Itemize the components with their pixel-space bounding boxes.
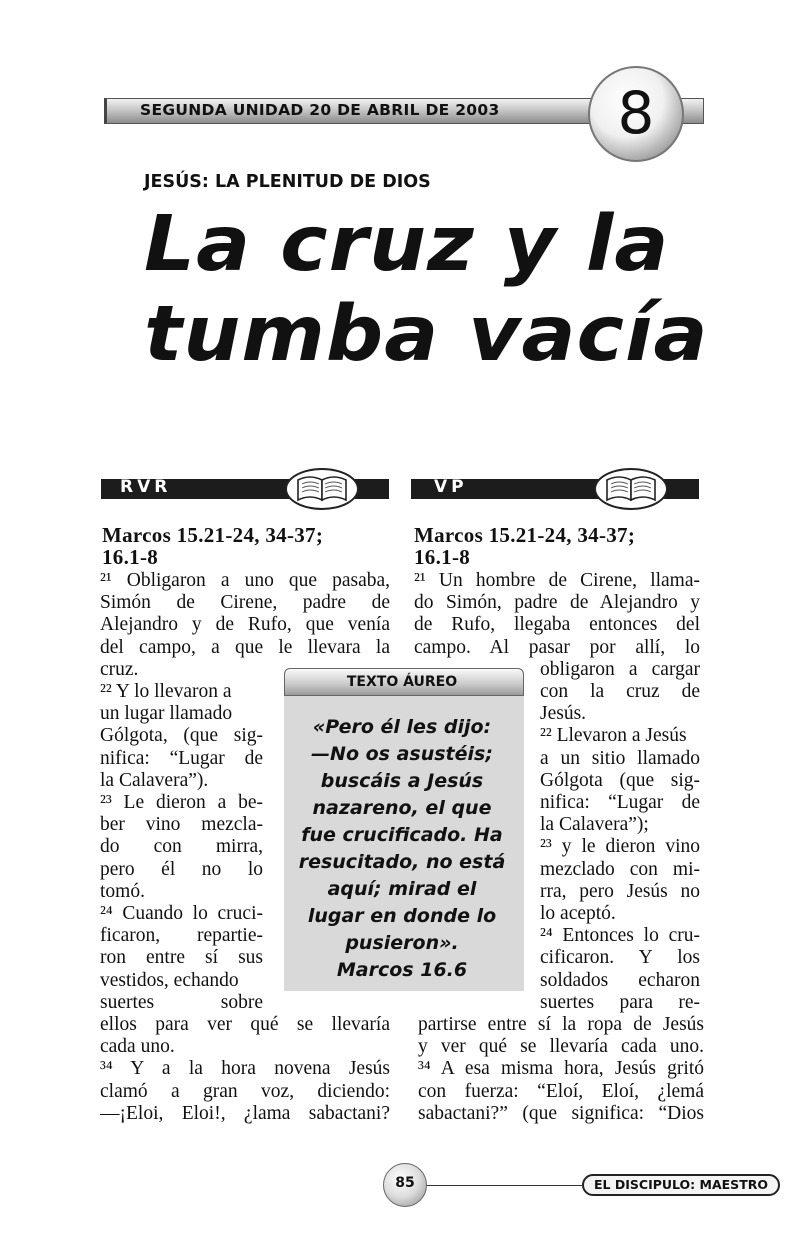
rvr-verse-line: ficaron, repartie- [100, 925, 263, 947]
lesson-title-line-1: La cruz y la [144, 200, 670, 289]
vp-verse-line: ²² Llevaron a Jesús [540, 725, 687, 747]
open-book-icon [603, 474, 659, 504]
rvr-reference-line-2: 16.1-8 [102, 545, 159, 569]
vp-verse-line: mezclado con mi- [540, 858, 700, 880]
rvr-verse-line: Simón de Cirene, padre de [100, 592, 390, 614]
golden-text-line: buscáis a Jesús [320, 770, 484, 792]
rvr-verse-line: ³⁴ Y a la hora novena Jesús [100, 1058, 390, 1080]
rvr-verse-line: suertes sobre [100, 991, 263, 1013]
rvr-verse-line: ellos para ver qué se llevaría [100, 1014, 390, 1035]
golden-text-line: resucitado, no está [298, 851, 506, 873]
vp-verse-line: a un sitio llamado [540, 747, 700, 769]
rvr-verse-line: tomó. [100, 880, 145, 902]
rvr-reference-line-1: Marcos 15.21-24, 34-37; [102, 523, 324, 547]
rvr-verse-line: ²⁴ Cuando lo cruci- [100, 903, 263, 924]
rvr-verse-line: ber vino mezcla- [100, 814, 263, 836]
vp-verse-line: con la cruz de [540, 681, 700, 702]
golden-text-label: TEXTO ÁUREO [346, 674, 458, 690]
rvr-verse-line: del campo, a que le llevara la [100, 636, 390, 658]
vp-verse-line: do Simón, padre de Alejandro y [414, 592, 700, 614]
vp-verse-line: ²¹ Un hombre de Cirene, llama- [414, 570, 700, 591]
footer-rule [420, 1185, 582, 1186]
vp-verse-line: obligaron a cargar [540, 658, 700, 680]
rvr-verse-line: do con mirra, [100, 836, 263, 858]
unit-date-label: SEGUNDA UNIDAD 20 DE ABRIL DE 2003 [140, 101, 500, 119]
vp-verse-line: soldados echaron [540, 969, 700, 991]
golden-text-line: aquí; mirad el [327, 878, 477, 900]
vp-verse-line: ²³ y le dieron vino [540, 836, 700, 858]
rvr-verse-line: Alejandro y de Rufo, que venía [100, 614, 390, 636]
rvr-verse-line: clamó a gran voz, diciendo: [100, 1080, 390, 1102]
vp-verse-line: lo aceptó. [540, 903, 616, 924]
rvr-version-label: RVR [120, 477, 172, 497]
vp-verse-line: cificaron. Y los [540, 947, 700, 969]
vp-book-badge [594, 468, 668, 510]
rvr-verse-line: —¡Eloi, Eloi!, ¿lama sabactani? [100, 1102, 390, 1124]
golden-text-line: —No os asustéis; [311, 743, 493, 765]
vp-version-label: VP [434, 477, 468, 497]
lesson-number: 8 [617, 79, 655, 147]
rvr-book-badge [285, 468, 359, 510]
vp-verse-line: partirse entre sí la ropa de Jesús [418, 1014, 704, 1035]
rvr-verse-line: ²³ Le dieron a be- [100, 792, 263, 813]
rvr-verse-line: ron entre sí sus [100, 947, 263, 969]
publication-name: EL DISCIPULO: MAESTRO [594, 1177, 768, 1192]
open-book-icon [294, 474, 350, 504]
golden-text-line: fue crucificado. Ha [301, 824, 503, 846]
vp-verse-line: Jesús. [540, 703, 587, 725]
rvr-verse-line: cada uno. [100, 1036, 175, 1058]
rvr-verse-line: la Calavera”). [100, 769, 209, 791]
golden-text-line: nazareno, el que [312, 797, 492, 819]
page-number: 85 [395, 1175, 415, 1191]
rvr-verse-line: vestidos, echando [100, 969, 239, 991]
vp-reference-line-1: Marcos 15.21-24, 34-37; [414, 523, 636, 547]
vp-verse-line: de Rufo, llegaba entonces del [414, 614, 700, 636]
vp-verse-line: la Calavera”); [540, 814, 649, 836]
vp-verse-line: y ver qué se llevaría cada uno. [418, 1036, 704, 1058]
vp-verse-line: rra, pero Jesús no [540, 880, 700, 902]
rvr-verse-line: ²² Y lo llevaron a [100, 681, 232, 702]
vp-verse-line: nifica: “Lugar de [540, 792, 700, 813]
golden-text-reference: Marcos 16.6 [336, 959, 468, 981]
golden-text-line: pusieron». [345, 932, 459, 954]
rvr-verse-line: nifica: “Lugar de [100, 747, 263, 769]
vp-verse-line: con fuerza: “Eloí, Eloí, ¿lemá [418, 1080, 704, 1102]
lesson-subtitle: JESÚS: LA PLENITUD DE DIOS [144, 172, 431, 192]
rvr-verse-line: ²¹ Obligaron a uno que pasaba, [100, 570, 390, 591]
vp-verse-line: ²⁴ Entonces lo cru- [540, 925, 700, 947]
vp-verse-line: suertes para re- [540, 991, 700, 1013]
vp-verse-line: ³⁴ A esa misma hora, Jesús gritó [418, 1058, 704, 1080]
rvr-verse-line: cruz. [100, 658, 139, 680]
vp-verse-line: campo. Al pasar por allí, lo [414, 636, 700, 658]
vp-reference-line-2: 16.1-8 [414, 545, 471, 569]
rvr-verse-line: pero él no lo [100, 858, 263, 880]
golden-text-line: lugar en donde lo [307, 905, 497, 927]
rvr-verse-line: un lugar llamado [100, 703, 233, 725]
rvr-verse-line: Gólgota, (que sig- [100, 725, 263, 747]
vp-verse-line: sabactani?” (que significa: “Dios [418, 1102, 704, 1124]
lesson-title-line-2: tumba vacía [144, 290, 709, 379]
vp-verse-line: Gólgota (que sig- [540, 769, 700, 791]
golden-text-line: «Pero él les dijo: [312, 716, 492, 738]
